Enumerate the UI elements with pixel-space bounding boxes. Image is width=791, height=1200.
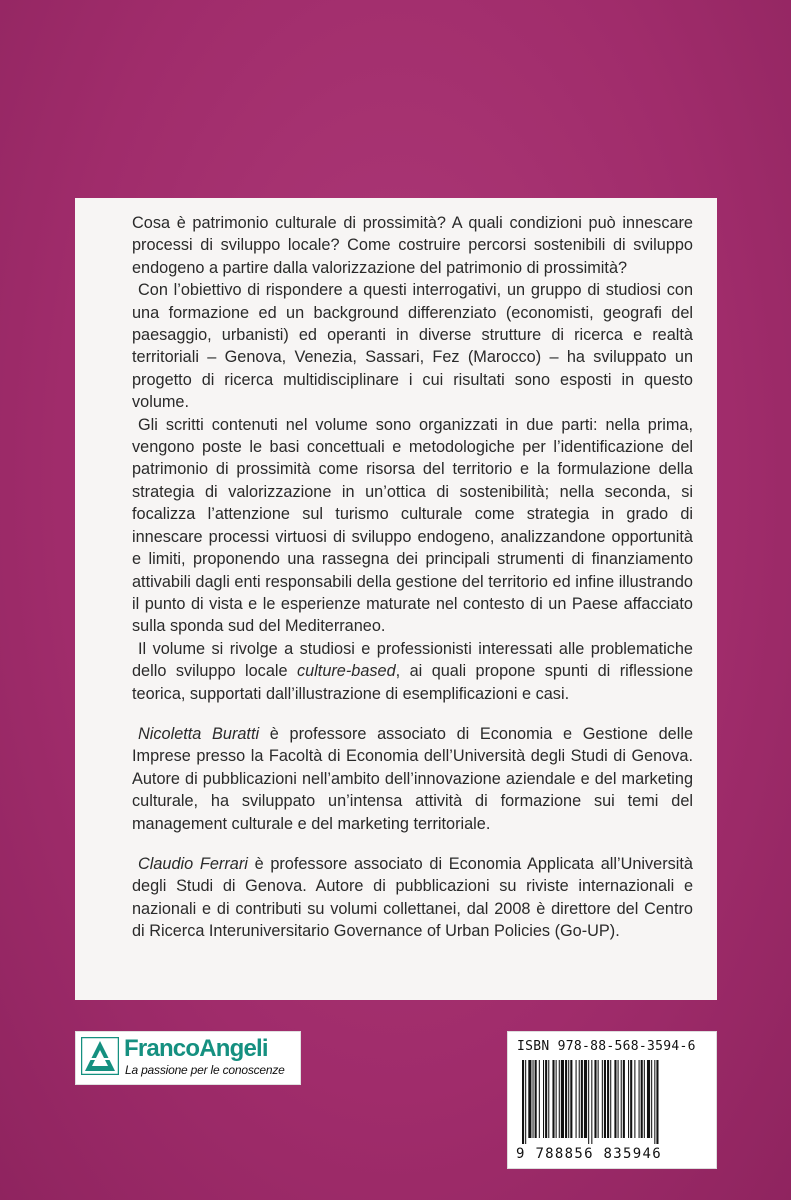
barcode-bar [525,1060,526,1144]
barcode-bar [634,1060,635,1138]
barcode-bar [656,1060,658,1144]
barcode-bar [568,1060,569,1138]
barcode-bar [598,1060,599,1138]
barcode-bar [588,1060,589,1144]
spacer [132,705,693,723]
barcode-bar [528,1060,531,1138]
barcode-icon [518,1060,708,1144]
barcode-bar [623,1060,625,1138]
barcode-bar [639,1060,640,1138]
barcode-bar [552,1060,554,1138]
barcode-bar [614,1060,616,1138]
publisher-tagline: La passione per le conoscenze [125,1063,285,1077]
back-cover-text-panel [75,198,717,1000]
barcode-bar [533,1060,534,1138]
author-bio-ferrari [132,853,693,943]
barcode-bar [618,1060,619,1138]
barcode-bar [543,1060,544,1138]
barcode-bar [647,1060,650,1138]
barcode-bar [570,1060,572,1138]
author-bio-text: è professore associato di Economia Applicata all’Università degli Studi di Genova. Autore di pubblicazioni su riviste internazionali e nazionali e di contributi su volumi collettanei, dal 2008 è direttore del Centro di Ricerca Interuniversitario Governance of Urban Policies (Go-UP). [132,854,693,941]
barcode-bar [579,1060,580,1138]
barcode-bar [621,1060,622,1138]
barcode-bar [641,1060,643,1138]
publisher-brand: FrancoAngeli [124,1035,268,1062]
isbn-barcode-block [507,1031,717,1169]
barcode-bar [654,1060,655,1144]
barcode-bar [565,1060,567,1138]
audience-emphasis: culture-based [296,662,396,681]
barcode-bar [591,1060,592,1144]
barcode-bar [545,1060,547,1138]
audience-paragraph [132,638,693,705]
barcode-bar [559,1060,560,1138]
audience-text-end: , ai quali propone spunti di riflessione teorica, supportati dall’illustrazione di esemplificazioni e casi. [132,662,694,703]
barcode-bar [628,1060,629,1138]
spacer [132,835,693,853]
barcode-digits: 9 788856 835946 [516,1146,662,1162]
intro-paragraph: Cosa è patrimonio culturale di prossimità? A quali condizioni può innescare processi di sviluppo locale? Come costruire percorsi sostenibili di sviluppo endogeno a partire dalla valorizzazione del patrimonio di prossimità? [132,214,693,277]
barcode-bar [576,1060,577,1138]
barcode-bar [535,1060,537,1138]
author-bio-buratti [132,723,693,835]
author-bio-text: è professore associato di Economia e Gestione delle Imprese presso la Facoltà di Economia dell’Università degli Studi di Genova. Autore di pubblicazioni nell’ambito dell’innovazione aziendale e del marketing culturale, ha sviluppato un’intensa attività di formazione sui temi del management culturale e del marketing territoriale. [132,724,693,833]
barcode-bar [644,1060,645,1138]
barcode-bar [522,1060,524,1144]
barcode-bar [548,1060,549,1138]
barcode-bar [602,1060,603,1138]
barcode-bar [607,1060,609,1138]
structure-paragraph: Gli scritti contenuti nel volume sono organizzati in due parti: nella prima, vengono poste le basi concettuali e metodologiche per l’identificazione del patrimonio di prossimità come risorsa del territorio e la formulazione della strategia di valorizzazione in un’ottica di sostenibilità; nella seconda, si focalizza l’attenzione sul turismo culturale come strategia in grado di innescare processi virtuosi di sviluppo endogeno, analizzandone opportunità e limiti, proponendo una rassegna dei principali strumenti di finanziamento attivabili dagli enti responsabili della gestione del territorio ed infine illustrando il punto di vista e le esperienze maturate nel contesto di un Paese affacciato sulla sponda sud del Mediterraneo. [132,415,693,636]
author-name: Claudio Ferrari [138,854,248,873]
barcode-bar [561,1060,564,1138]
barcode-bar [584,1060,587,1138]
author-name: Nicoletta Buratti [138,724,260,743]
franco-angeli-logo-icon [81,1037,119,1075]
barcode-bar [604,1060,606,1138]
barcode-bar [556,1060,557,1138]
isbn-label: ISBN 978-88-568-3594-6 [517,1039,696,1054]
barcode-bar [630,1060,632,1138]
barcode-bar [651,1060,652,1138]
barcode-bar [581,1060,583,1138]
objective-paragraph: Con l’obiettivo di rispondere a questi interrogativi, un gruppo di studiosi con una formazione ed un background differenziato (economisti, geografi del paesaggio, urbanisti) ed operanti in diverse strutture di ricerca e realtà territoriali – Genova, Venezia, Sassari, Fez (Marocco) – ha sviluppato un progetto di ricerca multidisciplinare i cui risultati sono esposti in questo volume. [132,281,693,412]
barcode-bar [539,1060,540,1138]
audience-text-start: Il volume si rivolge a studiosi e professionisti interessati alle problematiche dello sviluppo locale [132,639,693,681]
publisher-logo [75,1031,301,1085]
barcode-bar [610,1060,611,1138]
barcode-bar [594,1060,596,1138]
